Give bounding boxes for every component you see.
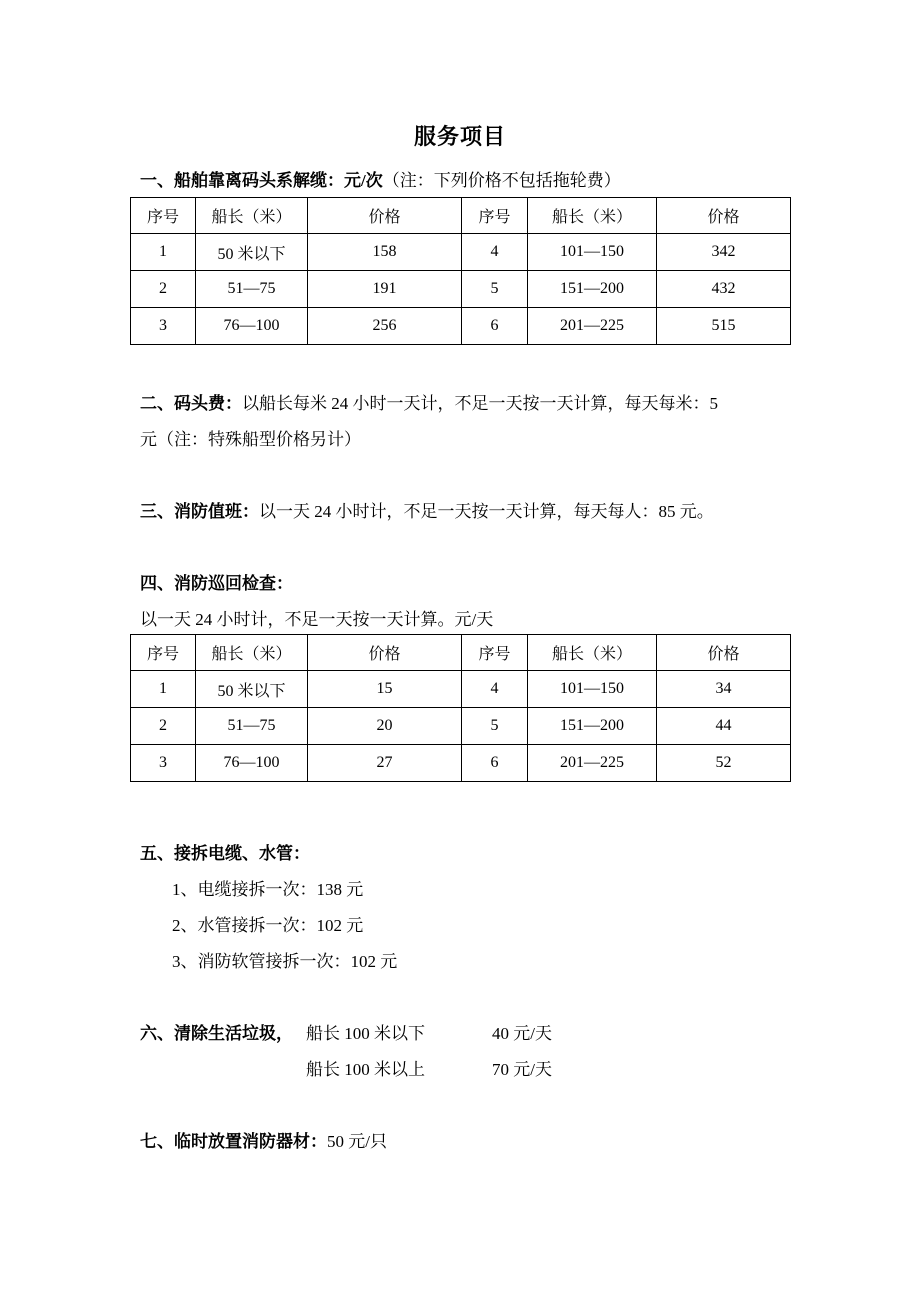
section-1-note: （注：下列价格不包括拖轮费） xyxy=(382,171,621,190)
mooring-table-cell: 6 xyxy=(462,308,528,345)
mooring-table-header-cell: 价格 xyxy=(657,198,791,234)
garbage-row-2-label: 船长 100 米以上 xyxy=(306,1060,425,1079)
mooring-table-cell: 151—200 xyxy=(528,271,657,308)
section-1-heading: 一、船舶靠离码头系解缆：元/次 xyxy=(140,171,383,190)
section-3-heading: 三、消防值班： xyxy=(140,502,259,521)
mooring-table-cell: 4 xyxy=(462,234,528,271)
mooring-table-cell: 51—75 xyxy=(196,271,308,308)
mooring-table-header-row xyxy=(131,198,791,234)
section-5-heading-text: 五、接拆电缆、水管： xyxy=(140,844,310,863)
patrol-table-cell: 151—200 xyxy=(528,708,657,745)
section-2-heading: 二、码头费： xyxy=(140,394,242,413)
mooring-table-header-cell: 序号 xyxy=(131,198,196,234)
mooring-price-table-body xyxy=(131,198,791,345)
section-2-text: 以船长每米 24 小时一天计，不足一天按一天计算，每天每米：5 xyxy=(242,394,718,413)
patrol-table-cell: 44 xyxy=(657,708,791,745)
mooring-table-cell: 432 xyxy=(657,271,791,308)
mooring-table-cell: 191 xyxy=(308,271,462,308)
patrol-table-cell: 4 xyxy=(462,671,528,708)
patrol-table-cell: 5 xyxy=(462,708,528,745)
patrol-table-cell: 101—150 xyxy=(528,671,657,708)
mooring-table-cell: 342 xyxy=(657,234,791,271)
patrol-table-header-cell: 船长（米） xyxy=(528,635,657,671)
mooring-table-header-cell: 价格 xyxy=(308,198,462,234)
section-5-item-3: 3、消防软管接拆一次：102 元 xyxy=(172,952,398,971)
patrol-table-cell: 52 xyxy=(657,745,791,782)
patrol-table-header-cell: 船长（米） xyxy=(196,635,308,671)
mooring-table-row xyxy=(131,271,791,308)
section-4-heading-text: 四、消防巡回检查： xyxy=(140,574,293,593)
patrol-table-cell: 6 xyxy=(462,745,528,782)
patrol-table-cell: 76—100 xyxy=(196,745,308,782)
section-4-text: 以一天 24 小时计，不足一天按一天计算。元/天 xyxy=(140,610,494,629)
mooring-price-table xyxy=(130,197,791,345)
patrol-table-cell: 34 xyxy=(657,671,791,708)
section-5-item-2: 2、水管接拆一次：102 元 xyxy=(172,916,364,935)
mooring-table-cell: 2 xyxy=(131,271,196,308)
mooring-table-cell: 515 xyxy=(657,308,791,345)
patrol-table-header-row xyxy=(131,635,791,671)
patrol-table-cell: 201—225 xyxy=(528,745,657,782)
mooring-table-cell: 76—100 xyxy=(196,308,308,345)
section-2 xyxy=(140,389,718,414)
mooring-table-header-cell: 序号 xyxy=(462,198,528,234)
section-7-text: 50 元/只 xyxy=(327,1132,387,1151)
mooring-table-cell: 1 xyxy=(131,234,196,271)
patrol-table-header-cell: 序号 xyxy=(462,635,528,671)
patrol-table-cell: 20 xyxy=(308,708,462,745)
fire-patrol-price-table xyxy=(130,634,791,782)
mooring-table-cell: 201—225 xyxy=(528,308,657,345)
patrol-table-header-cell: 价格 xyxy=(657,635,791,671)
patrol-table-cell: 50 米以下 xyxy=(196,671,308,708)
mooring-table-cell: 5 xyxy=(462,271,528,308)
section-6-heading-text: 六、清除生活垃圾， xyxy=(140,1024,293,1043)
mooring-table-header-cell: 船长（米） xyxy=(528,198,657,234)
section-7-heading: 七、临时放置消防器材： xyxy=(140,1132,327,1151)
mooring-table-cell: 3 xyxy=(131,308,196,345)
patrol-table-row xyxy=(131,708,791,745)
patrol-table-header-cell: 价格 xyxy=(308,635,462,671)
garbage-row-2-price: 70 元/天 xyxy=(492,1060,552,1079)
patrol-table-cell: 27 xyxy=(308,745,462,782)
patrol-table-row xyxy=(131,671,791,708)
mooring-table-row xyxy=(131,308,791,345)
section-2-note: 元（注：特殊船型价格另计） xyxy=(140,430,361,449)
section-6-heading xyxy=(140,1019,293,1044)
fire-patrol-price-table-body xyxy=(131,635,791,782)
garbage-row-1-label: 船长 100 米以下 xyxy=(306,1024,425,1043)
patrol-table-header-cell: 序号 xyxy=(131,635,196,671)
mooring-table-row xyxy=(131,234,791,271)
mooring-table-cell: 158 xyxy=(308,234,462,271)
section-1 xyxy=(140,166,621,191)
patrol-table-cell: 3 xyxy=(131,745,196,782)
patrol-table-cell: 15 xyxy=(308,671,462,708)
patrol-table-cell: 51—75 xyxy=(196,708,308,745)
patrol-table-cell: 1 xyxy=(131,671,196,708)
mooring-table-cell: 50 米以下 xyxy=(196,234,308,271)
section-7 xyxy=(140,1127,387,1152)
section-5-item-1: 1、电缆接拆一次：138 元 xyxy=(172,880,364,899)
section-3 xyxy=(140,497,714,522)
page-title: 服务项目 xyxy=(413,124,506,149)
patrol-table-cell: 2 xyxy=(131,708,196,745)
section-5-heading xyxy=(140,839,310,864)
garbage-row-1-price: 40 元/天 xyxy=(492,1024,552,1043)
section-3-text: 以一天 24 小时计，不足一天按一天计算，每天每人：85 元。 xyxy=(259,502,714,521)
patrol-table-row xyxy=(131,745,791,782)
section-4-heading xyxy=(140,569,293,594)
mooring-table-header-cell: 船长（米） xyxy=(196,198,308,234)
mooring-table-cell: 256 xyxy=(308,308,462,345)
mooring-table-cell: 101—150 xyxy=(528,234,657,271)
